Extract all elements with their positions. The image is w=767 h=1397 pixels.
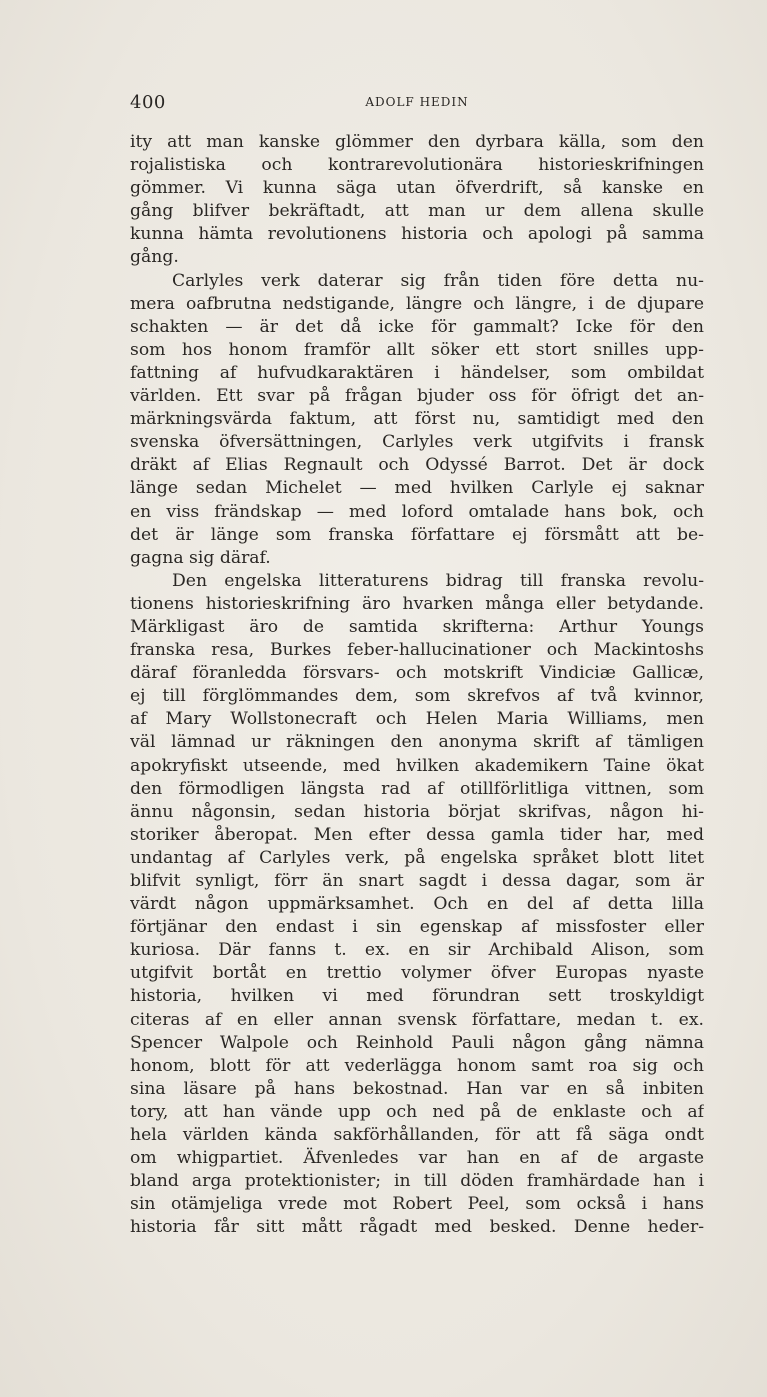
page-header bbox=[130, 92, 704, 118]
text-line: mera oafbrutna nedstigande, längre och längre, i de djupare bbox=[130, 293, 704, 314]
text-line: däraf föranledda försvars- och motskrift Vindiciæ Gallicæ, bbox=[130, 663, 704, 684]
text-line: världen. Ett svar på frågan bjuder oss för öfrigt det an- bbox=[130, 386, 704, 407]
text-line: tionens historieskrifning äro hvarken många eller betydande. bbox=[130, 593, 704, 614]
text-line: sina läsare på hans bekostnad. Han var en så inbiten bbox=[130, 1078, 704, 1099]
text-line: franska resa, Burkes feber-hallucinationer och Mackintoshs bbox=[130, 640, 704, 661]
text-line: svenska öfversättningen, Carlyles verk utgifvits i fransk bbox=[130, 432, 704, 453]
text-line: storiker åberopat. Men efter dessa gamla tider har, med bbox=[130, 824, 704, 845]
text-line: utgifvit bortåt en trettio volymer öfver Europas nyaste bbox=[130, 963, 704, 984]
page-number: 400 bbox=[130, 92, 166, 113]
text-line: honom, blott för att vederlägga honom samt roa sig och bbox=[130, 1055, 704, 1076]
text-line: bland arga protektionister; in till döden framhärdade han i bbox=[130, 1171, 704, 1192]
text-line: ännu någonsin, sedan historia börjat skrifvas, någon hi- bbox=[130, 801, 704, 822]
text-line: värdt någon uppmärksamhet. Och en del af detta lilla bbox=[130, 894, 704, 915]
text-line: tory, att han vände upp och ned på de enklaste och af bbox=[130, 1101, 704, 1122]
text-line: historia får sitt mått rågadt med besked. Denne heder- bbox=[130, 1217, 704, 1238]
text-line: förtjänar den endast i sin egenskap af missfoster eller bbox=[130, 917, 704, 938]
text-line: kunna hämta revolutionens historia och apologi på samma bbox=[130, 224, 704, 245]
text-line: sin otämjeliga vrede mot Robert Peel, som också i hans bbox=[130, 1194, 704, 1215]
text-line: gömmer. Vi kunna säga utan öfverdrift, så kanske en bbox=[130, 178, 704, 199]
text-line: Märkligast äro de samtida skrifterna: Arthur Youngs bbox=[130, 616, 704, 637]
text-line: ity att man kanske glömmer den dyrbara källa, som den bbox=[130, 132, 704, 152]
text-line: af Mary Wollstonecraft och Helen Maria Williams, men bbox=[130, 709, 704, 730]
text-line: ej till förglömmandes dem, som skrefvos af två kvinnor, bbox=[130, 686, 704, 707]
running-head: ADOLF HEDIN bbox=[365, 95, 469, 109]
body-text bbox=[130, 131, 704, 1240]
text-line: historia, hvilken vi med förundran sett troskyldigt bbox=[130, 986, 704, 1007]
text-line: Den engelska litteraturens bidrag till franska revolu- bbox=[172, 570, 704, 591]
text-line: citeras af en eller annan svensk författare, medan t. ex. bbox=[130, 1009, 704, 1030]
text-line: om whigpartiet. Äfvenledes var han en af de argaste bbox=[130, 1148, 704, 1169]
text-line: schakten — är det då icke för gammalt? Icke för den bbox=[130, 316, 704, 337]
text-line: hela världen kända sakförhållanden, för att få säga ondt bbox=[130, 1125, 704, 1146]
text-line: Carlyles verk daterar sig från tiden före detta nu- bbox=[172, 270, 704, 291]
text-line: märkningsvärda faktum, att först nu, samtidigt med den bbox=[130, 409, 704, 430]
text-line: gång. bbox=[130, 247, 179, 268]
text-line: länge sedan Michelet — med hvilken Carlyle ej saknar bbox=[130, 478, 704, 499]
text-line: fattning af hufvudkaraktären i händelser, som ombildat bbox=[130, 362, 704, 383]
text-line: undantag af Carlyles verk, på engelska språket blott litet bbox=[130, 847, 704, 868]
text-line: Spencer Walpole och Reinhold Pauli någon gång nämna bbox=[130, 1032, 704, 1053]
text-line: kuriosa. Där fanns t. ex. en sir Archibald Alison, som bbox=[130, 940, 704, 961]
text-line: den förmodligen längsta rad af otillförlitliga vittnen, som bbox=[130, 778, 704, 799]
text-line: en viss frändskap — med loford omtalade hans bok, och bbox=[130, 501, 704, 522]
text-line: gång blifver bekräftadt, att man ur dem allena skulle bbox=[130, 201, 704, 222]
text-line: rojalistiska och kontrarevolutionära historieskrifningen bbox=[130, 155, 704, 176]
text-line: apokryfiskt utseende, med hvilken akademikern Taine ökat bbox=[130, 755, 704, 776]
text-line: blifvit synligt, förr än snart sagdt i dessa dagar, som är bbox=[130, 871, 704, 891]
text-line: gagna sig däraf. bbox=[130, 547, 271, 568]
text-line: som hos honom framför allt söker ett stort snilles upp- bbox=[130, 339, 704, 360]
text-line: dräkt af Elias Regnault och Odyssé Barrot. Det är dock bbox=[130, 455, 704, 476]
text-line: väl lämnad ur räkningen den anonyma skrift af tämligen bbox=[130, 732, 704, 753]
text-line: det är länge som franska författare ej försmått att be- bbox=[130, 524, 704, 545]
